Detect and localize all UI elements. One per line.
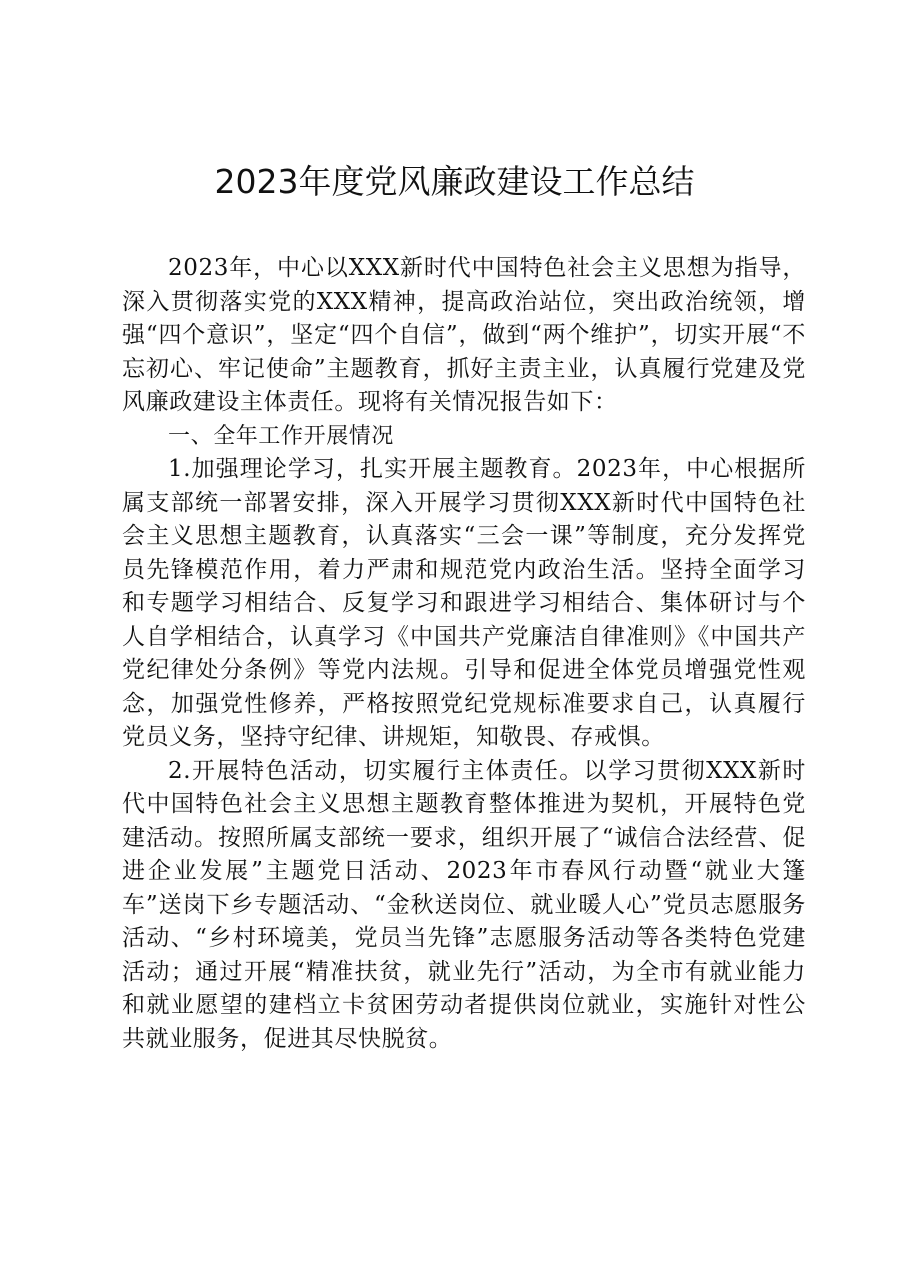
item-paragraph-1: 1.加强理论学习，扎实开展主题教育。2023年，中心根据所属支部统一部署安排，深入开展学习贯彻XXX新时代中国特色社会主义思想主题教育，认真落实“三会一课”等制度，充分发挥党员先锋模范作用，着力严肃和规范党内政治生活。坚持全面学习和专题学习相结合、反复学习和跟进学习相结合、集体研讨与个人自学相结合，认真学习《中国共产党廉洁自律准则》《中国共产党纪律处分条例》等党内法规。引导和促进全体党员增强党性观念，加强党性修养，严格按照党纪党规标准要求自己，认真履行党员义务，坚持守纪律、讲规矩，知敬畏、存戒惧。 bbox=[122, 456, 806, 750]
document-title: 2023年度党风廉政建设工作总结 bbox=[214, 162, 695, 201]
item-paragraph-2: 2.开展特色活动，切实履行主体责任。以学习贯彻XXX新时代中国特色社会主义思想主题教育整体推进为契机，开展特色党建活动。按照所属支部统一要求，组织开展了“诚信合法经营、促进企业发展”主题党日活动、2023年市春风行动暨“就业大篷车”送岗下乡专题活动、“金秋送岗位、就业暖人心”党员志愿服务活动、“乡村环境美，党员当先锋”志愿服务活动等各类特色党建活动；通过开展“精准扶贫，就业先行”活动，为全市有就业能力和就业愿望的建档立卡贫困劳动者提供岗位就业，实施针对性公共就业服务，促进其尽快脱贫。 bbox=[122, 757, 806, 1052]
intro-paragraph: 2023年，中心以XXX新时代中国特色社会主义思想为指导，深入贯彻落实党的XXX精神，提高政治站位，突出政治统领，增强“四个意识”，坚定“四个自信”，做到“两个维护”，切实开展“不忘初心、牢记使命”主题教育，抓好主责主业，认真履行党建及党风廉政建设主体责任。现将有关情况报告如下： bbox=[122, 255, 806, 415]
document-body bbox=[122, 252, 806, 1056]
section-heading: 一、全年工作开展情况 bbox=[168, 423, 395, 449]
